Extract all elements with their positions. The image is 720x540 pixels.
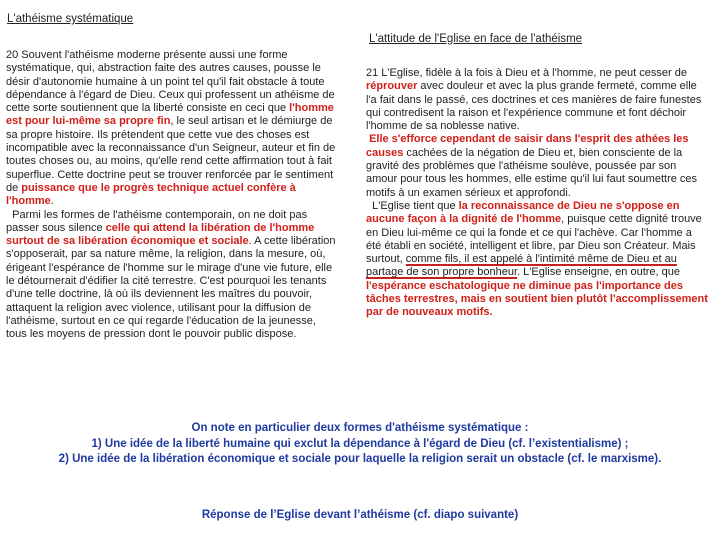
left-paragraph-2 [6, 209, 339, 342]
left-section-title: L'athéisme systématique [7, 13, 134, 25]
right-paragraph-2 [366, 133, 708, 199]
highlight: la reconnaissance de Dieu ne s'oppose en aucune façon à la dignité de l'homme [366, 199, 680, 226]
summary-note [0, 421, 720, 468]
text: avec douleur et avec la plus grande fermeté, comme elle l'a fait dans le passé, ces doctrines et ces manières de faire funestes qui contredisent la raison et l'expérience commune et font déchoir l'homme de sa noblesse native. [366, 80, 702, 133]
right-section-title: L'attitude de l'Eglise en face de l'athéisme [369, 33, 583, 45]
text: , puisque cette dignité trouve en Dieu lui-même ce qui la fonde et ce qui l'achève. Car l'homme a été établi en société, intelligent et libre, par Dieu son Créateur. Mais surtout, [366, 213, 702, 266]
text: 20 Souvent l'athéisme moderne présente aussi une forme systématique, qui, abstraction faite des autres causes, pousse le désir d'autonomie humaine à un point tel qu'il fait obstacle à toute dépendance à l'égard de Dieu. Ceux qui professent un athéisme de cette sorte soutiennent que la liberté consiste en ceci que [6, 49, 335, 115]
text: 21 L'Eglise, fidèle à la fois à Dieu et à l'homme, ne peut cesser de [366, 67, 687, 79]
highlight: puissance que le progrès technique actuel confère à l'homme [6, 181, 296, 208]
note-line-2: 1) Une idée de la liberté humaine qui exclut la dépendance à l'égard de Dieu (cf. l’existentialisme) ; [91, 437, 629, 450]
highlight: Elle s'efforce cependant de saisir dans l'esprit des athées les causes [366, 133, 689, 159]
text: . L'Eglise enseigne, en outre, que [517, 266, 680, 279]
highlight: l'espérance eschatologique ne diminue pas l'importance des tâches terrestres, mais en soutient bien plutôt l'accomplissement par de nouveaux motifs. [366, 279, 708, 319]
highlight: celle qui attend la libération de l'homme surtout de sa libération économique et sociale [6, 221, 315, 248]
highlight: réprouver [366, 80, 418, 93]
right-paragraph-3 [366, 200, 708, 320]
left-paragraph-20 [6, 49, 339, 209]
text: , le seul artisan et le démiurge de sa propre histoire. Ils prétendent que cette vue des choses est incompatible avec la reconnaissance d'un Seigneur, auteur et fin de toutes choses ou, au moins, qu'elle rend cette affirmation tout à fait superflue. Cette doctrine peut se trouver renforcée par le sentiment de [6, 115, 336, 194]
right-column [366, 67, 708, 320]
next-slide-note: Réponse de l’Eglise devant l’athéisme (cf. diapo suivante) [201, 509, 519, 521]
text: L'Eglise tient que [372, 199, 459, 212]
right-paragraph-21 [366, 67, 708, 133]
text: . [50, 195, 54, 208]
note-line-1: On note en particulier deux formes d'athéisme systématique : [191, 422, 529, 434]
text: . A cette libération s'opposerait, par sa nature même, la religion, dans la mesure, où, érigeant l'espérance de l'homme sur le mirage d'une vie future, elle le détournerait d'édifier la cité terrestre. C'est pourquoi les tenants d'une telle doctrine, là où ils deviennent les maîtres du pouvoir, attaquent la religion avec violence, utilisant pour la diffusion de l'athéisme, surtout en ce qui regarde l'éducation de la jeunesse, tous les moyens de pression dont le pouvoir public dispose. [6, 235, 336, 341]
underlined-phrase: comme fils, il est appelé à l'intimité même de Dieu et au partage de son propre bonheur [366, 253, 677, 279]
highlight: l'homme est pour lui-même sa propre fin [6, 102, 334, 128]
text: cachées de la négation de Dieu et, bien consciente de la gravité des problèmes que l'athéisme soulève, poussée par son amour pour tous les hommes, elle estime qu'il lui faut soumettre ces motifs à un examen sérieux et approfondi. [366, 146, 698, 199]
left-column [6, 49, 339, 342]
text: Parmi les formes de l'athéisme contemporain, on ne doit pas passer sous silence [6, 208, 308, 234]
note-line-3: 2) Une idée de la libération économique et sociale pour laquelle la religion serait un obstacle (cf. le marxisme). [58, 453, 662, 465]
